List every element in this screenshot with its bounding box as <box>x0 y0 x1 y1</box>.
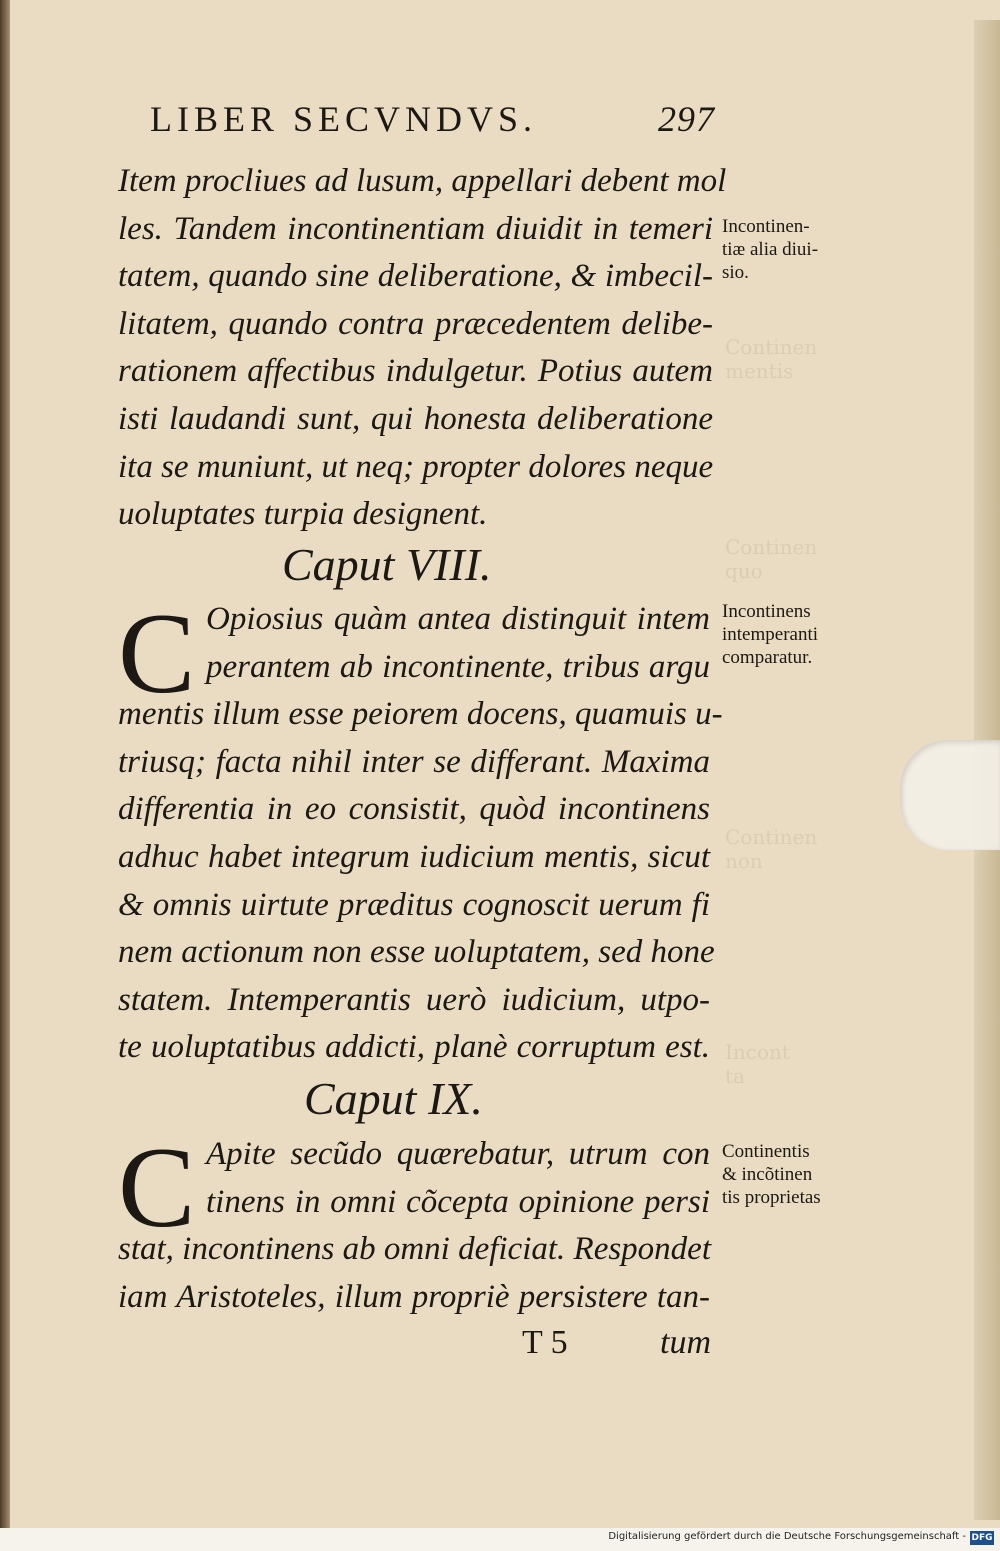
dfg-logo: DFG <box>971 1533 993 1543</box>
digitization-credit: Digitalisierung gefördert durch die Deutsche Forschungsgemeinschaft - <box>608 1531 966 1542</box>
margin-note-line: intemperanti <box>722 624 819 645</box>
text-line: ita se muniunt, ut neq; propter dolores neque <box>118 448 714 485</box>
margin-note <box>722 215 818 284</box>
text-line: litatem, quando contra præcedentem delibe- <box>118 305 713 342</box>
margin-note <box>722 600 818 669</box>
margin-note-line: tis proprietas <box>722 1187 821 1208</box>
text-line: mentis illum esse peiorem docens, quamuis u- <box>118 696 723 733</box>
chapter-ix-text <box>118 1124 712 1321</box>
gutter-shadow <box>0 0 10 1528</box>
text-line: statem. Intemperantis uerò iudicium, utpo- <box>118 981 710 1018</box>
chapter-viii-text <box>118 590 723 1072</box>
running-title: LIBER SECVNDVS. <box>150 99 538 139</box>
margin-note-line: Incontinens <box>722 601 811 622</box>
text-line: tatem, quando sine deliberatione, & imbecil- <box>118 258 713 295</box>
text-line: nem actionum non esse uoluptatem, sed hone <box>118 934 715 971</box>
drop-initial: C <box>118 590 196 718</box>
text-line: adhuc habet integrum iudicium mentis, sicut <box>118 838 710 875</box>
text-line: perantem ab incontinente, tribus argu <box>206 648 710 685</box>
text-line: triusq; facta nihil inter se differant. Maxima <box>118 743 710 780</box>
text-line: Item procliues ad lusum, appellari debent mol <box>118 163 727 199</box>
drop-initial: C <box>118 1124 196 1252</box>
text-line: & omnis uirtute præditus cognoscit uerum fi <box>118 886 710 923</box>
text-line: Opiosius quàm antea distinguit intem <box>206 601 710 637</box>
margin-note-line: sio. <box>722 262 749 283</box>
show-through-text: Continen quo <box>725 535 818 583</box>
text-line: Apite secũdo quærebatur, utrum con <box>206 1136 710 1172</box>
text-line: isti laudandi sunt, qui honesta deliberatione <box>118 400 713 437</box>
text-line: stat, incontinens ab omni deficiat. Respondet <box>118 1231 712 1268</box>
text-line: tinens in omni cõcepta opinione persi <box>206 1183 710 1220</box>
text-block-1 <box>118 158 727 539</box>
text-line: iam Aristoteles, illum propriè persistere tan- <box>118 1278 710 1315</box>
signature-mark: T 5 <box>522 1324 568 1361</box>
running-header <box>150 98 715 140</box>
text-line: te uoluptatibus addicti, planè corruptum est. <box>118 1029 710 1066</box>
text-line: rationem affectibus indulgetur. Potius autem <box>118 353 713 390</box>
text-line: les. Tandem incontinentiam diuidit in temeri <box>118 210 713 247</box>
show-through-text: Incont ta <box>725 1040 790 1088</box>
chapter-heading: Caput VIII. <box>282 539 492 590</box>
page-clip <box>900 740 1000 850</box>
chapter-heading: Caput IX. <box>304 1073 483 1124</box>
text-line: differentia in eo consistit, quòd incontinens <box>118 791 710 828</box>
margin-note-line: Continentis <box>722 1141 810 1162</box>
margin-note <box>722 1140 821 1209</box>
page-number: 297 <box>658 99 715 139</box>
show-through-text: Continen mentis <box>725 335 818 383</box>
catchword: tum <box>660 1324 711 1361</box>
text-line: uoluptates turpia designent. <box>118 496 488 533</box>
margin-note-line: & incõtinen <box>722 1164 813 1185</box>
margin-note-line: tiæ alia diui- <box>722 239 819 260</box>
show-through-text: Continen non <box>725 825 818 873</box>
margin-note-line: Incontinen- <box>722 216 810 237</box>
margin-note-line: comparatur. <box>722 647 813 668</box>
